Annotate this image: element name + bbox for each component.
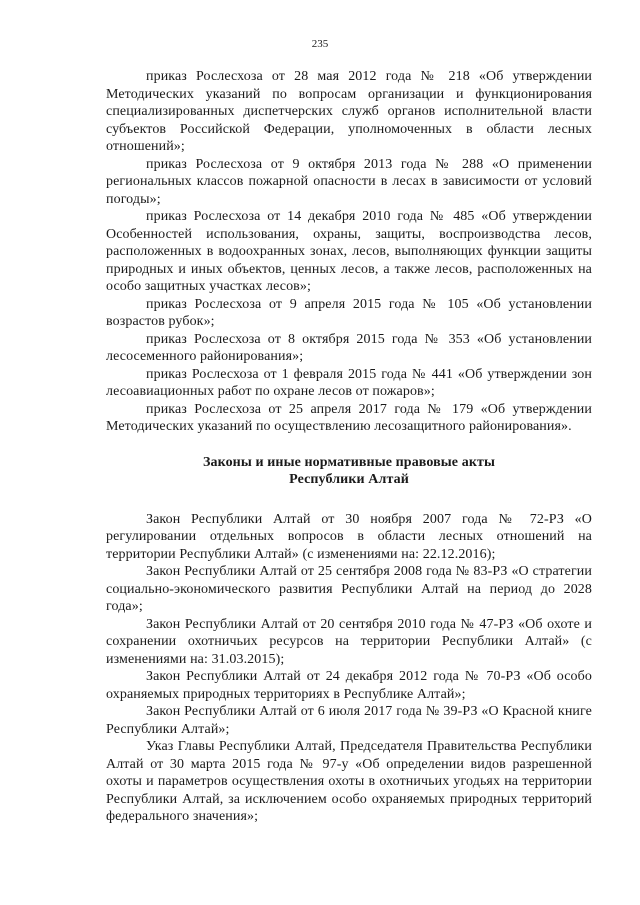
list-item: приказ Рослесхоза от 28 мая 2012 года № 218 «Об утверждении Методических указаний по вопросам организации и функционирования специализированных диспетчерских служб органов исполнительной власти субъектов Российской Федерации, уполномоченных в области лесных отношений»; xyxy=(106,69,592,154)
orders-list xyxy=(106,68,592,436)
list-item: Закон Республики Алтай от 25 сентября 2008 года № 83-РЗ «О стратегии социально-экономического развития Республики Алтай на период до 2028 года»; xyxy=(106,564,592,614)
list-item: приказ Рослесхоза от 9 апреля 2015 года № 105 «Об установлении возрастов рубок»; xyxy=(106,296,592,329)
page-number: 235 xyxy=(311,38,329,50)
list-item: приказ Рослесхоза от 25 апреля 2017 года № 179 «Об утверждении Методических указаний по осуществлению лесозащитного районирования». xyxy=(106,401,592,434)
list-item: Закон Республики Алтай от 24 декабря 2012 года № 70-РЗ «Об особо охраняемых природных территориях в Республике Алтай»; xyxy=(106,669,592,702)
list-item: приказ Рослесхоза от 8 октября 2015 года № 353 «Об установлении лесосеменного районирования»; xyxy=(106,331,592,364)
list-item: приказ Рослесхоза от 9 октября 2013 года № 288 «О применении региональных классов пожарной опасности в лесах в зависимости от условий погоды»; xyxy=(106,156,592,207)
section-heading-line-1: Законы и иные нормативные правовые акты xyxy=(203,454,495,470)
laws-list xyxy=(106,511,592,826)
list-item: Закон Республики Алтай от 6 июля 2017 года № 39-РЗ «О Красной книге Республики Алтай»; xyxy=(106,704,592,737)
document-body xyxy=(106,68,592,826)
section-heading xyxy=(106,454,592,489)
list-item: Закон Республики Алтай от 20 сентября 2010 года № 47-РЗ «Об охоте и сохранении охотничьих ресурсов на территории Республики Алтай» (с изменениями на: 31.03.2015); xyxy=(106,616,592,667)
list-item: Закон Республики Алтай от 30 ноября 2007 года № 72-РЗ «О регулировании отдельных вопросов в области лесных отношений на территории Республики Алтай» (с изменениями на: 22.12.2016); xyxy=(106,511,592,562)
section-heading-line-2: Республики Алтай xyxy=(289,472,409,487)
list-item: приказ Рослесхоза от 14 декабря 2010 года № 485 «Об утверждении Особенностей использования, охраны, защиты, воспроизводства лесов, расположенных в водоохранных зонах, лесов, выполняющих функции защиты природных и иных объектов, ценных лесов, а также лесов, расположенных на особо защитных участках лесов»; xyxy=(106,209,592,294)
list-item: приказ Рослесхоза от 1 февраля 2015 года № 441 «Об утверждении зон лесоавиационных работ по охране лесов от пожаров»; xyxy=(106,366,592,399)
list-item: Указ Главы Республики Алтай, Председателя Правительства Республики Алтай от 30 марта 2015 года № 97-у «Об определении видов разрешенной охоты и параметров осуществления охоты в охотничьих угодьях на территории Республики Алтай, за исключением особо охраняемых природных территорий федерального значения»; xyxy=(106,739,592,824)
